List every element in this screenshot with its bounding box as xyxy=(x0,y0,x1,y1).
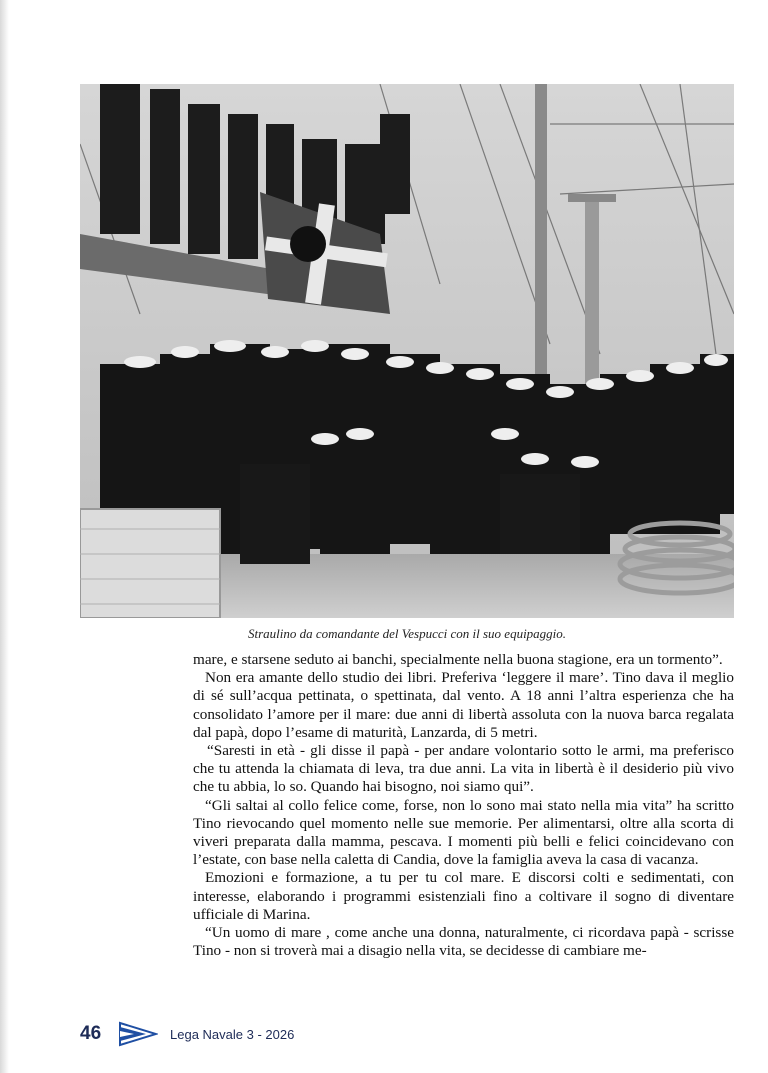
article-body xyxy=(193,651,734,960)
paragraph: “Gli saltai al collo felice come, forse, non lo sono mai stato nella mia vita” ha scritto Tino rievocando quel momento nelle sue memorie. Per alimentarsi, oltre alla scorta di viveri preparata dalla mamma, pescava. I momenti più belli e felici coincidevano con l’estate, con base nella caletta di Candia, dove la famiglia aveva la casa di vacanza. xyxy=(193,796,734,869)
page-edge-shadow xyxy=(0,0,9,1073)
page-number: 46 xyxy=(80,1023,102,1044)
paragraph: mare, e starsene seduto ai banchi, specialmente nella buona stagione, era un tormento”. xyxy=(193,651,723,668)
paragraph: “Saresti in età - gli disse il papà - per andare volontario sotto le armi, ma preferisco che tu attenda la chiamata di leva, tra due anni. La vita in libertà è il desiderio più vivo che tu abbia, lo so. Quando hai bisogno, noi siamo qui”. xyxy=(193,742,734,796)
page-footer xyxy=(80,1020,294,1048)
lega-navale-burgee-icon xyxy=(118,1021,158,1047)
photo-caption: Straulino da comandante del Vespucci con il suo equipaggio. xyxy=(247,626,567,641)
paragraph: Emozioni e formazione, a tu per tu col mare. E discorsi colti e sedimentati, con interesse, elaborando i programmi esistenziali fino a coltivare il sogno di diventare ufficiale di Marina. xyxy=(193,869,734,923)
magazine-issue: Lega Navale 3 - 2026 xyxy=(170,1026,295,1042)
paragraph: “Un uomo di mare , come anche una donna, naturalmente, ci ricordava papà - scrisse Tino - non si troverà mai a disagio nella vita, se decidesse di cambiare me- xyxy=(193,924,734,960)
paragraph: Non era amante dello studio dei libri. Preferiva ‘leggere il mare’. Tino dava il meglio di sé sull’acqua pettinata, o spettinata, dal vento. A 18 anni l’altra esperienza che ha consolidato l’amore per il mare: due anni di libertà assoluta con la nuova barca regalata dal papà, dopo l’esame di maturità, Lanzarda, di 5 metri. xyxy=(193,669,734,741)
crew-photo xyxy=(80,84,734,618)
